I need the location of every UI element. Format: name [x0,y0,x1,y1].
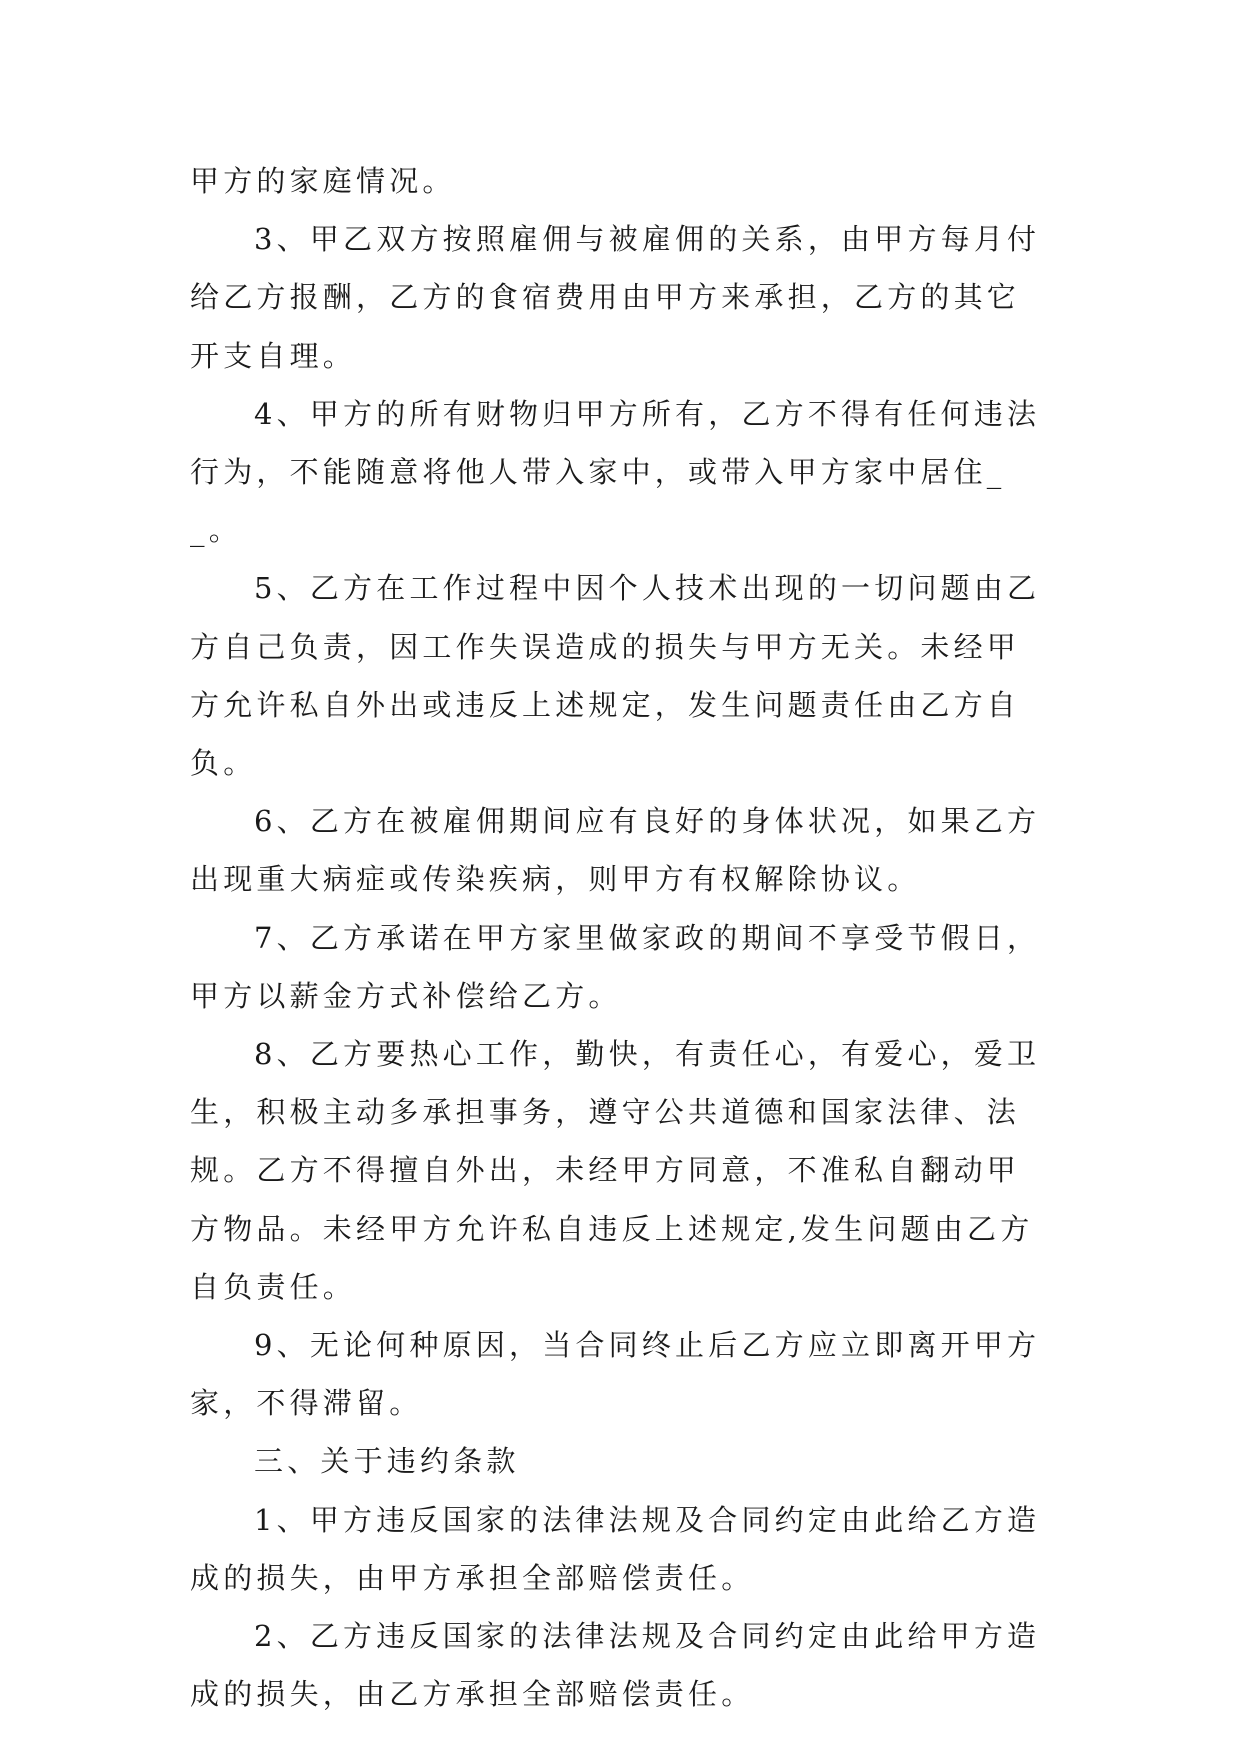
paragraph-breach-2: 2、乙方违反国家的法律法规及合同约定由此给甲方造成的损失，由乙方承担全部赔偿责任。 [190,1619,1041,1712]
paragraph-clause-7: 7、乙方承诺在甲方家里做家政的期间不享受节假日，甲方以薪金方式补偿给乙方。 [190,920,1041,1013]
paragraph-clause-6: 6、乙方在被雇佣期间应有良好的身体状况，如果乙方出现重大病症或传染疾病，则甲方有权解除协议。 [190,804,1041,897]
paragraph-clause-3: 3、甲乙双方按照雇佣与被雇佣的关系，由甲方每月付给乙方报酬，乙方的食宿费用由甲方来承担，乙方的其它开支自理。 [190,222,1041,373]
paragraph-family-situation: 甲方的家庭情况。 [190,164,456,198]
paragraph-clause-4: 4、甲方的所有财物归甲方所有，乙方不得有任何违法行为，不能随意将他人带入家中，或带入甲方家中居住__。 [190,396,1041,548]
paragraph-clause-8: 8、乙方要热心工作，勤快，有责任心，有爱心，爱卫生，积极主动多承担事务，遵守公共道德和国家法律、法规。乙方不得擅自外出，未经甲方同意，不准私自翻动甲方物品。未经甲方允许私自违反上述规定,发生问题由乙方自负责任。 [190,1037,1041,1304]
paragraph-clause-9: 9、无论何种原因，当合同终止后乙方应立即离开甲方家，不得滞留。 [190,1328,1041,1421]
paragraph-breach-1: 1、甲方违反国家的法律法规及合同约定由此给乙方造成的损失，由甲方承担全部赔偿责任。 [190,1502,1041,1595]
section-heading-breach: 三、关于违约条款 [254,1444,520,1479]
document-body [190,152,1052,1723]
paragraph-clause-5: 5、乙方在工作过程中因个人技术出现的一切问题由乙方自己负责，因工作失误造成的损失与甲方无关。未经甲方允许私自外出或违反上述规定，发生问题责任由乙方自负。 [190,571,1041,781]
